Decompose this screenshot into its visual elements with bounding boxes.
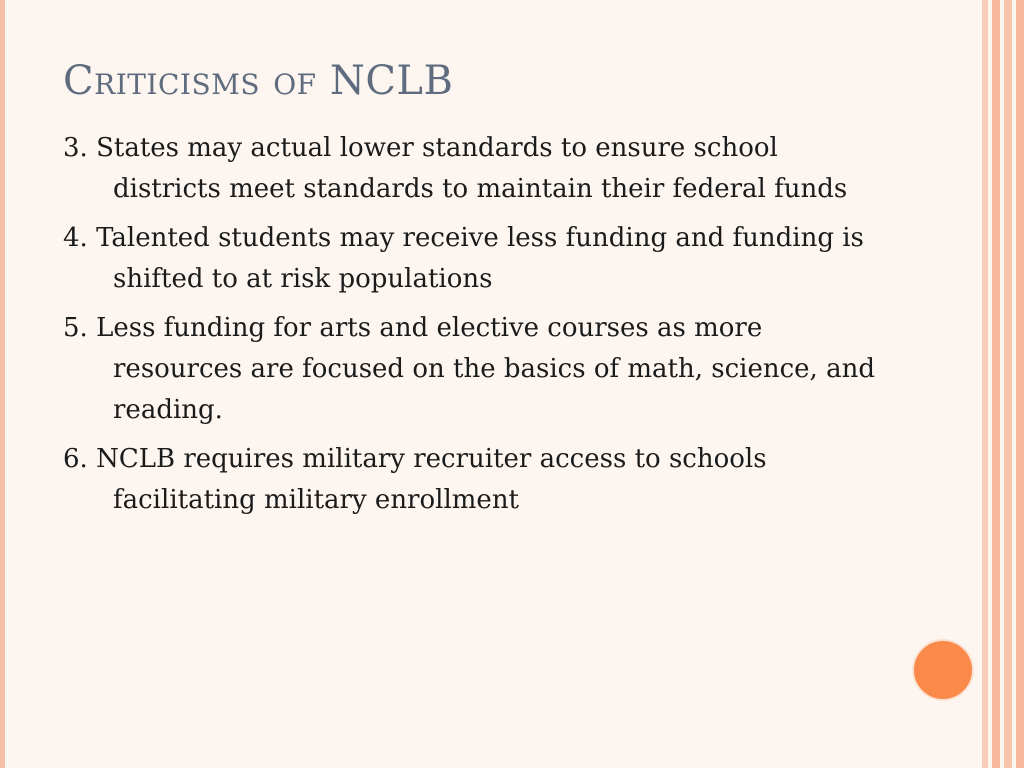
- list-item-3: 3. States may actual lower standards to ensure school districts meet standards to maintain their federal funds: [63, 133, 848, 204]
- stripe: [1004, 0, 1012, 768]
- left-border-stripe: [0, 0, 5, 768]
- list-item-4: 4. Talented students may receive less funding and funding is shifted to at risk populations: [63, 223, 864, 294]
- right-decorative-stripes: [982, 0, 1024, 768]
- bullet-list: [63, 128, 883, 529]
- stripe: [1016, 0, 1024, 768]
- stripe: [992, 0, 1000, 768]
- slide-title: Criticisms of NCLB: [63, 58, 454, 104]
- decorative-circle: [912, 639, 974, 701]
- list-item-5: 5. Less funding for arts and elective courses as more resources are focused on the basics of math, science, and reading.: [63, 313, 875, 425]
- list-item-6: 6. NCLB requires military recruiter access to schools facilitating military enrollment: [63, 444, 767, 515]
